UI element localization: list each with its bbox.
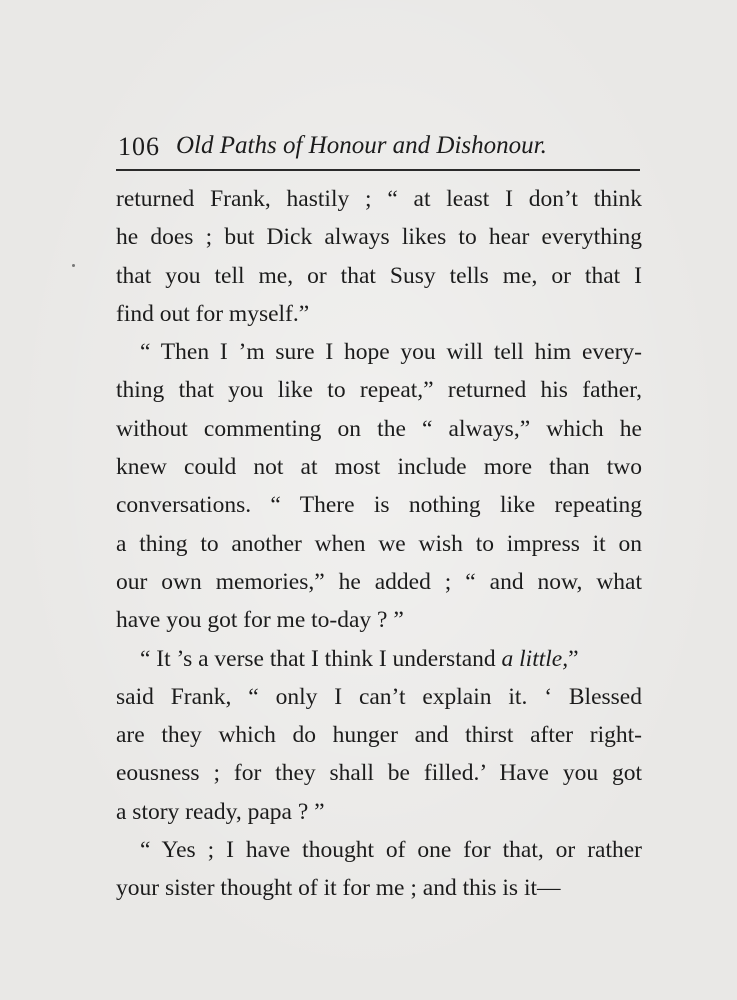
text-line: returned Frank, hastily ; “ at least I don’t think: [116, 186, 642, 212]
text-line: a thing to another when we wish to impress it on: [116, 530, 642, 557]
text-segment: “ It ’s a verse that I think I understand: [140, 645, 502, 672]
text-line: he does ; but Dick always likes to hear everything: [116, 224, 642, 251]
text-line: have you got for me to-day ? ”: [116, 607, 404, 634]
text-line: find out for myself.”: [116, 300, 310, 327]
header-rule: [116, 169, 640, 171]
running-title: Old Paths of Honour and Dishonour.: [176, 132, 547, 159]
text-line: “ Yes ; I have thought of one for that, or rather: [140, 837, 642, 864]
text-line: thing that you like to repeat,” returned his father,: [116, 377, 642, 404]
italic-emphasis: a little,: [501, 645, 569, 672]
text-line: a story ready, papa ? ”: [116, 798, 325, 825]
text-line: [116, 640, 642, 678]
text-line: conversations. “ There is nothing like repeating: [116, 492, 642, 519]
text-line: without commenting on the “ always,” which he: [116, 415, 642, 442]
page-number: 106: [118, 132, 160, 161]
text-line: our own memories,” he added ; “ and now, what: [116, 568, 642, 595]
body-text: [116, 180, 642, 908]
print-speck: [72, 264, 75, 267]
text-line: said Frank, “ only I can’t explain it. ‘ Blessed: [116, 683, 642, 710]
text-line: your sister thought of it for me ; and this is it—: [116, 875, 561, 902]
closing-quote: ”: [568, 645, 579, 672]
text-line: “ Then I ’m sure I hope you will tell him every-: [140, 339, 642, 366]
text-line: knew could not at most include more than two: [116, 454, 642, 481]
text-line: that you tell me, or that Susy tells me, or that I: [116, 262, 642, 289]
text-line: are they which do hunger and thirst after right-: [116, 722, 642, 749]
text-line: eousness ; for they shall be filled.’ Have you got: [116, 760, 642, 787]
page-header: [118, 128, 638, 168]
